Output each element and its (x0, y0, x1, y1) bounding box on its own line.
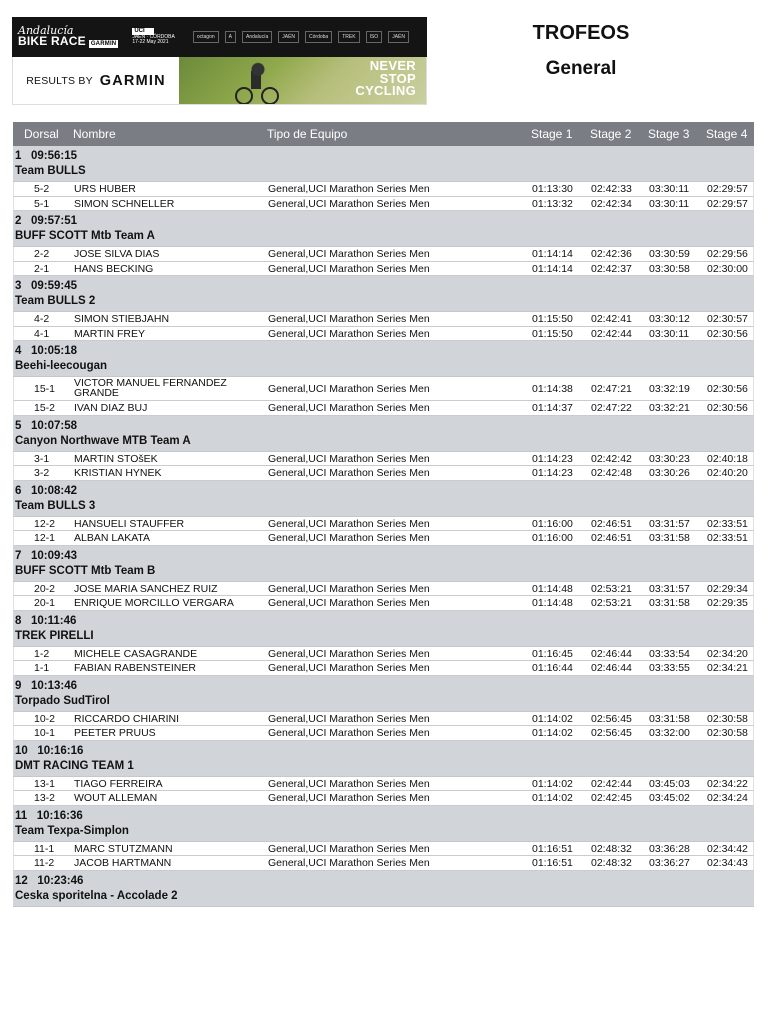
sponsor-logo: JAÉN (278, 31, 299, 43)
rider-stage-3: 03:31:58 (649, 597, 690, 609)
team-position: 12 (15, 874, 28, 887)
table-row (13, 377, 754, 401)
rider-name: JOSE MARIA SANCHEZ RUIZ (74, 582, 218, 595)
rider-stage-1: 01:14:23 (532, 452, 573, 465)
rider-name: SIMON STIEBJAHN (74, 313, 170, 325)
rider-dorsal: 10-2 (34, 712, 56, 725)
rider-stage-4: 02:29:56 (707, 248, 748, 260)
table-row (13, 312, 754, 327)
rider-stage-4: 02:30:56 (707, 327, 748, 340)
rider-tipo: General,UCI Marathon Series Men (268, 248, 430, 260)
rider-dorsal: 12-2 (34, 517, 56, 530)
rider-stage-2: 02:42:48 (591, 467, 632, 479)
rider-tipo: General,UCI Marathon Series Men (268, 647, 430, 660)
rider-name: MARTIN STOšEK (74, 452, 158, 465)
team-group-header (13, 741, 754, 777)
rider-stage-2: 02:56:45 (591, 712, 632, 725)
rider-dorsal: 11-1 (34, 842, 55, 855)
table-row (13, 517, 754, 532)
team-position-time (15, 280, 77, 292)
rider-stage-3: 03:30:11 (649, 197, 690, 210)
rider-tipo: General,UCI Marathon Series Men (268, 517, 430, 530)
rider-dorsal: 13-1 (34, 777, 56, 790)
rider-name: URS HUBER (74, 183, 136, 195)
team-group-header (13, 611, 754, 647)
rider-stage-1: 01:14:23 (532, 467, 573, 479)
rider-name: ENRIQUE MORCILLO VERGARA (74, 597, 234, 609)
table-row (13, 777, 754, 792)
rider-stage-1: 01:14:14 (532, 248, 573, 260)
rider-stage-1: 01:14:38 (532, 383, 573, 395)
rider-name: TIAGO FERREIRA (74, 777, 163, 790)
team-position: 2 (15, 215, 22, 227)
table-row (13, 661, 754, 676)
rider-tipo: General,UCI Marathon Series Men (268, 183, 430, 195)
rider-stage-4: 02:29:35 (707, 597, 748, 609)
rider-dorsal: 2-2 (34, 248, 50, 260)
rider-stage-3: 03:32:00 (649, 727, 690, 739)
rider-name: ALBAN LAKATA (74, 532, 151, 544)
event-logo-line1: Andalucía (18, 23, 74, 37)
team-position-time (15, 615, 76, 627)
rider-dorsal: 11-2 (34, 857, 55, 869)
rider-dorsal: 20-2 (34, 582, 56, 595)
team-position: 8 (15, 614, 22, 627)
rider-stage-2: 02:42:42 (591, 452, 632, 465)
slogan-line: CYCLING (355, 83, 416, 99)
rider-dorsal: 4-2 (34, 313, 50, 325)
table-row (13, 197, 754, 212)
team-total-time: 10:13:46 (31, 679, 78, 692)
rider-stage-2: 02:53:21 (591, 597, 632, 609)
rider-tipo: General,UCI Marathon Series Men (268, 262, 430, 275)
team-total-time: 09:56:15 (31, 150, 78, 162)
table-body (13, 146, 754, 907)
rider-stage-2: 02:46:51 (591, 532, 632, 544)
rider-stage-1: 01:16:51 (532, 842, 573, 855)
rider-stage-3: 03:30:11 (649, 183, 690, 195)
team-group-header (13, 146, 754, 182)
event-logo (18, 23, 118, 49)
garmin-logo: GARMIN (99, 72, 166, 89)
table-row (13, 262, 754, 277)
table-row (13, 596, 754, 611)
sponsor-logo: TREK (338, 31, 359, 43)
team-position: 5 (15, 419, 22, 432)
rider-tipo: General,UCI Marathon Series Men (268, 452, 430, 465)
rider-dorsal: 1-1 (34, 662, 50, 674)
rider-dorsal: 5-2 (34, 183, 50, 195)
rider-dorsal: 4-1 (34, 327, 50, 340)
rider-stage-3: 03:30:23 (649, 452, 690, 465)
sponsor-logo: Andalucía (242, 31, 272, 43)
rider-name: IVAN DIAZ BUJ (74, 402, 148, 414)
rider-stage-1: 01:13:30 (532, 183, 573, 195)
col-stage-2: Stage 2 (590, 127, 632, 141)
team-group-header (13, 416, 754, 452)
results-by-label: RESULTS BY (26, 74, 93, 87)
rider-stage-1: 01:16:51 (532, 857, 573, 869)
team-total-time: 10:23:46 (37, 874, 84, 887)
sponsor-logo: A (225, 31, 236, 43)
team-position: 4 (15, 345, 22, 357)
rider-stage-3: 03:32:19 (649, 383, 690, 395)
results-table (13, 122, 754, 907)
team-total-time: 10:08:42 (31, 484, 78, 497)
table-row (13, 856, 754, 871)
rider-name: MICHELE CASAGRANDE (74, 647, 198, 660)
classification-title: General (545, 58, 617, 79)
team-name: Torpado SudTirol (15, 694, 110, 707)
team-position-time (15, 810, 83, 822)
table-row (13, 182, 754, 197)
wheel-icon (261, 87, 279, 104)
team-total-time: 10:16:16 (37, 744, 84, 757)
rider-stage-4: 02:33:51 (707, 517, 748, 530)
team-name: BUFF SCOTT Mtb Team B (15, 564, 156, 577)
uci-logo: UCI (132, 28, 154, 35)
rider-stage-3: 03:31:58 (649, 532, 690, 544)
rider-stage-1: 01:13:32 (532, 197, 573, 210)
banner-top-strip (12, 17, 427, 57)
rider-stage-3: 03:45:02 (649, 792, 690, 804)
rider-name: HANS BECKING (74, 262, 154, 275)
team-position-time (15, 150, 77, 162)
team-group-header (13, 276, 754, 312)
team-name: DMT RACING TEAM 1 (15, 759, 134, 772)
team-position: 1 (15, 150, 22, 162)
team-position-time (15, 215, 77, 227)
team-name: Team Texpa-Simplon (15, 824, 129, 837)
team-total-time: 10:11:46 (31, 614, 77, 627)
rider-name: VICTOR MANUEL FERNANDEZ GRANDE (74, 377, 227, 399)
rider-stage-3: 03:30:12 (649, 313, 690, 325)
team-position-time (15, 345, 77, 357)
rider-dorsal: 3-2 (34, 467, 50, 479)
team-name: Canyon Northwave MTB Team A (15, 434, 191, 447)
team-position: 11 (15, 809, 28, 822)
team-name: Team BULLS 2 (15, 295, 96, 307)
slogan-line: NEVER (369, 58, 416, 73)
rider-stage-1: 01:16:00 (532, 517, 573, 530)
col-stage-1: Stage 1 (531, 127, 573, 141)
rider-stage-4: 02:34:21 (707, 662, 748, 674)
team-position-time (15, 550, 77, 562)
rider-stage-2: 02:46:51 (591, 517, 632, 530)
team-total-time: 09:59:45 (31, 280, 78, 292)
rider-name: WOUT ALLEMAN (74, 792, 158, 804)
rider-stage-2: 02:53:21 (591, 582, 632, 595)
rider-dorsal: 13-2 (34, 792, 56, 804)
rider-stage-2: 02:47:21 (591, 383, 632, 395)
rider-stage-3: 03:31:58 (649, 712, 690, 725)
team-position: 9 (15, 679, 22, 692)
rider-stage-4: 02:29:57 (707, 197, 748, 210)
rider-dorsal: 3-1 (34, 452, 50, 465)
rider-dorsal: 1-2 (34, 647, 50, 660)
team-total-time: 09:57:51 (31, 215, 78, 227)
rider-stage-2: 02:42:37 (591, 262, 632, 275)
rider-name: SIMON SCHNELLER (74, 197, 175, 210)
team-position-time (15, 745, 83, 757)
slogan-line: STOP (379, 70, 416, 86)
garmin-badge: GARMIN (90, 41, 117, 48)
rider-stage-3: 03:45:03 (649, 777, 690, 790)
team-group-header (13, 341, 754, 377)
table-row (13, 647, 754, 662)
rider-tipo: General,UCI Marathon Series Men (268, 792, 430, 804)
col-name: Nombre (73, 127, 116, 141)
rider-stage-4: 02:40:20 (707, 467, 748, 479)
event-logo-line2: BIKE RACE GARMIN (18, 34, 117, 49)
rider-stage-4: 02:30:00 (707, 262, 748, 275)
team-position: 3 (15, 280, 22, 292)
rider-stage-1: 01:14:48 (532, 582, 573, 595)
rider-stage-1: 01:14:02 (532, 792, 573, 804)
rider-dorsal: 2-1 (34, 262, 50, 275)
table-row (13, 842, 754, 857)
rider-stage-4: 02:33:51 (707, 532, 748, 544)
rider-tipo: General,UCI Marathon Series Men (268, 662, 430, 674)
rider-tipo: General,UCI Marathon Series Men (268, 467, 430, 479)
rider-stage-1: 01:16:00 (532, 532, 573, 544)
rider-stage-4: 02:30:56 (707, 383, 748, 395)
table-row (13, 327, 754, 342)
team-position-time (15, 485, 77, 497)
slogan (355, 60, 416, 98)
rider-stage-2: 02:42:44 (591, 777, 632, 790)
team-name: Ceska sporitelna - Accolade 2 (15, 889, 178, 902)
table-row (13, 466, 754, 481)
rider-stage-3: 03:33:54 (649, 647, 690, 660)
team-position: 10 (15, 744, 28, 757)
rider-stage-2: 02:42:41 (591, 313, 632, 325)
rider-name: FABIAN RABENSTEINER (74, 662, 196, 674)
rider-dorsal: 15-1 (34, 383, 56, 395)
rider-stage-4: 02:34:20 (707, 647, 748, 660)
rider-stage-1: 01:14:02 (532, 712, 573, 725)
rider-tipo: General,UCI Marathon Series Men (268, 532, 430, 544)
team-total-time: 10:16:36 (36, 809, 83, 822)
rider-tipo: General,UCI Marathon Series Men (268, 313, 430, 325)
rider-dorsal: 20-1 (34, 597, 56, 609)
rider-tipo: General,UCI Marathon Series Men (268, 777, 430, 790)
rider-dorsal: 5-1 (34, 197, 50, 210)
team-total-time: 10:09:43 (31, 549, 78, 562)
rider-name: JOSE SILVA DIAS (74, 248, 160, 260)
rider-stage-1: 01:14:48 (532, 597, 573, 609)
rider-stage-3: 03:30:58 (649, 262, 690, 275)
rider-name: PEETER PRUUS (74, 727, 156, 739)
rider-stage-1: 01:15:50 (532, 327, 573, 340)
rider-stage-3: 03:36:27 (649, 857, 690, 869)
rider-stage-4: 02:30:58 (707, 712, 748, 725)
rider-stage-4: 02:30:58 (707, 727, 748, 739)
rider-dorsal: 15-2 (34, 402, 56, 414)
rider-stage-2: 02:42:34 (591, 197, 632, 210)
rider-stage-3: 03:36:28 (649, 842, 690, 855)
team-group-header (13, 546, 754, 582)
uci-badge (132, 28, 175, 46)
rider-dorsal: 10-1 (34, 727, 56, 739)
team-group-header (13, 211, 754, 247)
team-group-header (13, 676, 754, 712)
rider-stage-3: 03:33:55 (649, 662, 690, 674)
team-position-time (15, 875, 83, 887)
rider-tipo: General,UCI Marathon Series Men (268, 582, 430, 595)
rider-name: JACOB HARTMANN (74, 857, 172, 869)
team-name: BUFF SCOTT Mtb Team A (15, 230, 155, 242)
rider-stage-4: 02:30:56 (707, 402, 748, 414)
rider-stage-1: 01:14:02 (532, 777, 573, 790)
rider-stage-4: 02:29:34 (707, 582, 748, 595)
rider-stage-2: 02:42:36 (591, 248, 632, 260)
rider-stage-4: 02:34:42 (707, 842, 748, 855)
rider-name: MARC STUTZMANN (74, 842, 173, 855)
rider-photo (179, 57, 426, 104)
rider-tipo: General,UCI Marathon Series Men (268, 402, 430, 414)
rider-dorsal: 12-1 (34, 532, 56, 544)
table-row (13, 452, 754, 467)
rider-stage-3: 03:31:57 (649, 517, 690, 530)
sponsor-logos (193, 31, 409, 43)
team-position-time (15, 420, 77, 432)
table-row (13, 712, 754, 727)
rider-stage-4: 02:34:22 (707, 777, 748, 790)
rider-stage-3: 03:32:21 (649, 402, 690, 414)
rider-tipo: General,UCI Marathon Series Men (268, 597, 430, 609)
team-position-time (15, 680, 77, 692)
rider-name: HANSUELI STAUFFER (74, 517, 185, 530)
table-row (13, 726, 754, 741)
team-group-header (13, 871, 754, 907)
team-name: TREK PIRELLI (15, 629, 94, 642)
team-name: Beehi-leecougan (15, 360, 108, 372)
rider-stage-2: 02:48:32 (591, 857, 632, 869)
sponsor-logo: Córdoba (305, 31, 332, 43)
col-dorsal: Dorsal (24, 127, 59, 141)
table-row (13, 582, 754, 597)
rider-name: RICCARDO CHIARINI (74, 712, 180, 725)
team-total-time: 10:05:18 (31, 345, 78, 357)
rider-stage-4: 02:34:43 (707, 857, 748, 869)
rider-tipo: General,UCI Marathon Series Men (268, 197, 430, 210)
table-row (13, 247, 754, 262)
table-row (13, 401, 754, 416)
rider-stage-2: 02:42:45 (591, 792, 632, 804)
rider-stage-3: 03:31:57 (649, 582, 690, 595)
rider-stage-2: 02:42:33 (591, 183, 632, 195)
page-header (0, 0, 768, 122)
uci-venue: JAÉN · CÓRDOBA (132, 33, 175, 40)
rider-stage-1: 01:14:37 (532, 402, 573, 414)
results-by-garmin (13, 57, 179, 104)
team-position: 6 (15, 484, 22, 497)
wheel-icon (235, 87, 253, 104)
uci-dates: 17-22 May 2021 (132, 39, 169, 46)
col-stage-3: Stage 3 (648, 127, 690, 141)
rider-stage-2: 02:48:32 (591, 842, 632, 855)
rider-stage-4: 02:30:57 (707, 313, 748, 325)
rider-tipo: General,UCI Marathon Series Men (268, 712, 430, 725)
rider-stage-3: 03:30:11 (649, 327, 690, 340)
sponsor-logo: ISO (366, 31, 383, 43)
team-position: 7 (15, 549, 22, 562)
table-header (13, 122, 754, 146)
rider-name: MARTIN FREY (74, 327, 145, 340)
rider-stage-2: 02:47:22 (591, 402, 632, 414)
page-titles (500, 22, 662, 80)
table-row (13, 531, 754, 546)
event-banner (12, 17, 427, 105)
rider-stage-2: 02:46:44 (591, 662, 632, 674)
sponsor-logo: JAÉN (388, 31, 409, 43)
rider-stage-3: 03:30:59 (649, 248, 690, 260)
rider-tipo: General,UCI Marathon Series Men (268, 842, 430, 855)
rider-tipo: General,UCI Marathon Series Men (268, 727, 430, 739)
rider-stage-1: 01:14:02 (532, 727, 573, 739)
rider-stage-4: 02:40:18 (707, 452, 748, 465)
col-tipo: Tipo de Equipo (267, 127, 348, 141)
rider-name: KRISTIAN HYNEK (74, 467, 162, 479)
rider-stage-4: 02:29:57 (707, 183, 748, 195)
team-name: Team BULLS (15, 165, 86, 177)
rider-stage-2: 02:42:44 (591, 327, 632, 340)
team-group-header (13, 481, 754, 517)
rider-stage-1: 01:16:44 (532, 662, 573, 674)
sponsor-logo: octagon (193, 31, 219, 43)
rider-tipo: General,UCI Marathon Series Men (268, 857, 430, 869)
rider-stage-4: 02:34:24 (707, 792, 748, 804)
team-name: Team BULLS 3 (15, 499, 96, 512)
rider-stage-1: 01:14:14 (532, 262, 573, 275)
rider-tipo: General,UCI Marathon Series Men (268, 327, 430, 340)
rider-tipo: General,UCI Marathon Series Men (268, 383, 430, 395)
banner-bottom-strip (12, 57, 427, 105)
col-stage-4: Stage 4 (706, 127, 748, 141)
rider-stage-1: 01:15:50 (532, 313, 573, 325)
rider-stage-2: 02:56:45 (591, 727, 632, 739)
rider-stage-1: 01:16:45 (532, 647, 573, 660)
team-group-header (13, 806, 754, 842)
table-row (13, 791, 754, 806)
rider-stage-3: 03:30:26 (649, 467, 690, 479)
category-title: TROFEOS (532, 22, 630, 44)
rider-stage-2: 02:46:44 (591, 647, 632, 660)
team-total-time: 10:07:58 (31, 419, 78, 432)
